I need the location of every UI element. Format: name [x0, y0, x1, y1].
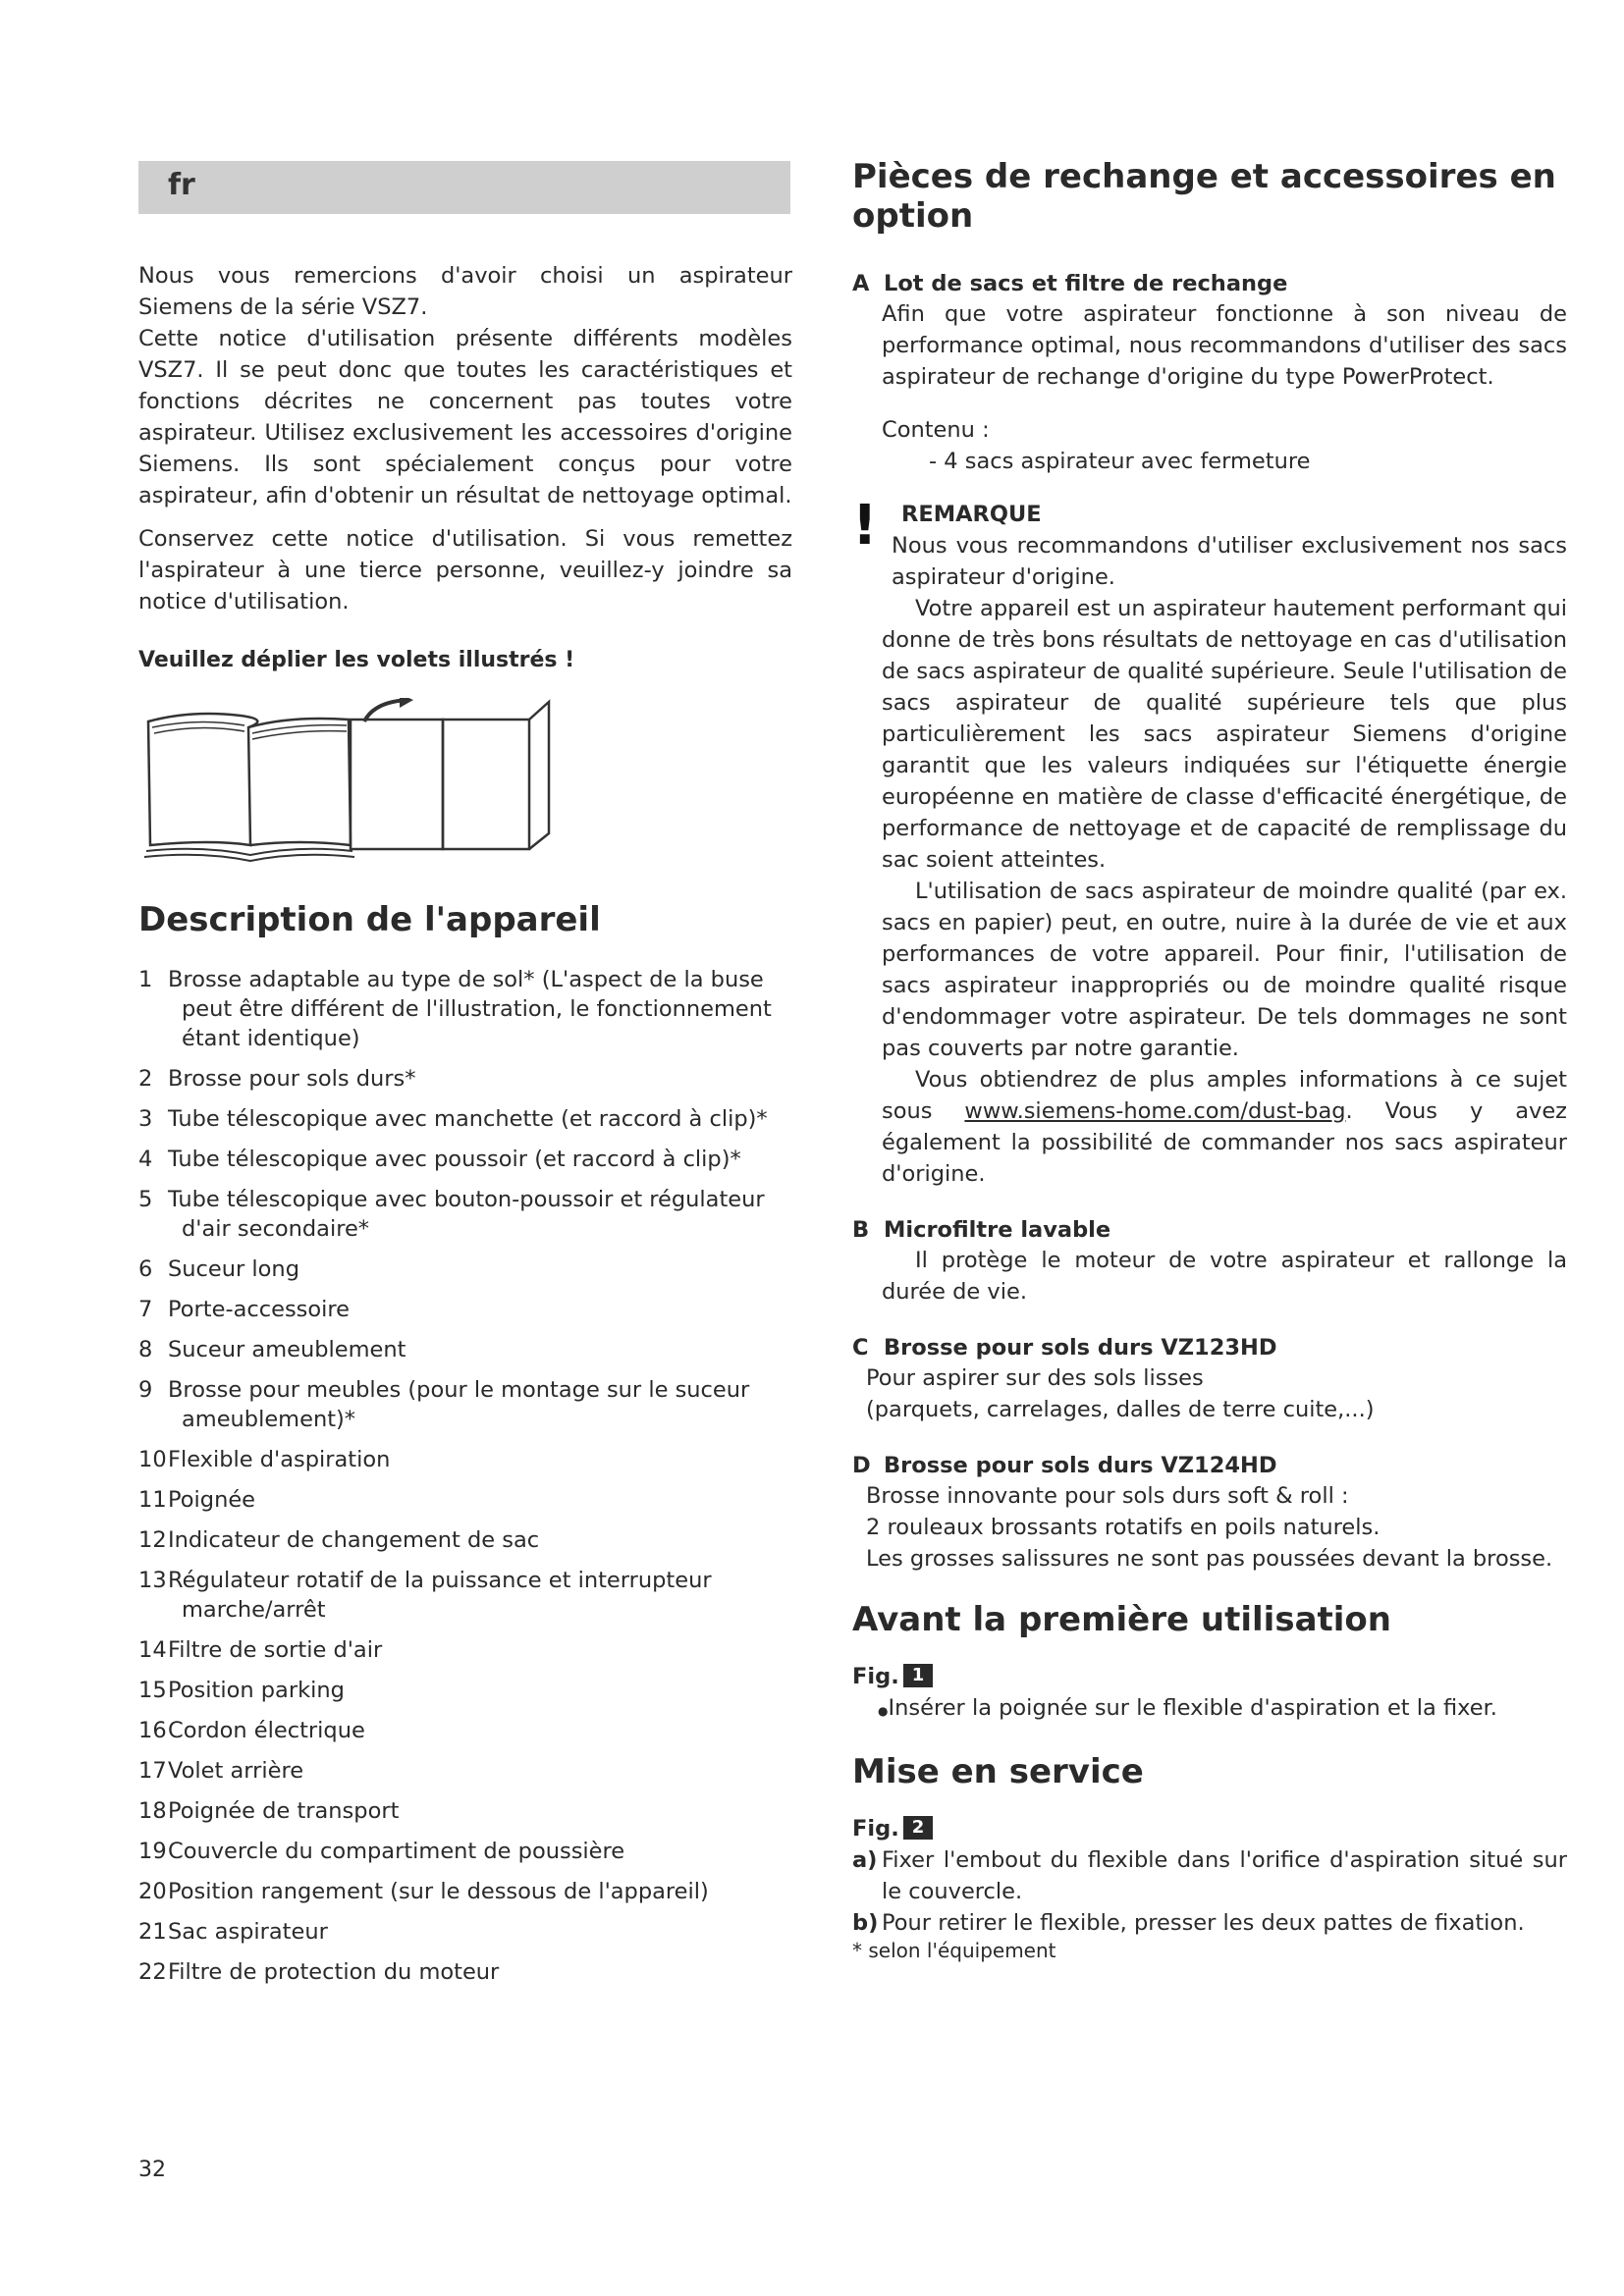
- list-item: 13Régulateur rotatif de la puissance et interrupteur marche/arrêt: [138, 1568, 712, 1623]
- figure-number: 2: [903, 1816, 934, 1840]
- bullet-icon: ●: [878, 1704, 889, 1718]
- service-step-b: b) Pour retirer le flexible, presser les deux pattes de fixation.: [852, 1910, 1525, 1936]
- intro-paragraph-1: Nous vous remercions d'avoir choisi un aspirateur Siemens de la série VSZ7.: [138, 263, 792, 320]
- section-c-line-2: (parquets, carrelages, dalles de terre cuite,...): [866, 1397, 1375, 1422]
- section-c: [852, 1333, 1567, 1425]
- contents-item: - 4 sacs aspirateur avec fermeture: [929, 449, 1311, 474]
- figure-number: 1: [903, 1664, 934, 1687]
- remark-paragraph-3: L'utilisation de sacs aspirateur de moindre qualité (par ex. sacs en papier) peut, en outre, nuire à la durée de vie et aux performances de votre appareil. Pour finir, l'utilisation de sacs aspirateur inappropriés ou de moindre qualité risque d'endommager votre aspirateur. De tels dommages ne sont pas couverts par notre garantie.: [882, 879, 1567, 1061]
- remark-paragraph-1: Nous vous recommandons d'utiliser exclusivement nos sacs aspirateur d'origine.: [892, 533, 1567, 590]
- language-tab: [138, 161, 790, 214]
- remark-box: [852, 494, 1567, 1190]
- section-d-title: Brosse pour sols durs VZ124HD: [884, 1453, 1277, 1478]
- list-item: 19Couvercle du compartiment de poussière: [138, 1839, 625, 1864]
- section-d-line-1: Brosse innovante pour sols durs soft & roll :: [866, 1483, 1349, 1509]
- section-d-line-2: 2 rouleaux brossants rotatifs en poils naturels.: [866, 1515, 1380, 1540]
- list-item: 1 Brosse adaptable au type de sol* (L'aspect de la buse peut être différent de l'illustration, le fonctionnement étant identique): [138, 967, 772, 1051]
- remark-title: REMARQUE: [901, 502, 1042, 527]
- section-b: [852, 1215, 1567, 1308]
- warning-icon: !: [852, 494, 878, 558]
- parts-list: [138, 965, 792, 1987]
- remark-paragraph-2: Votre appareil est un aspirateur hautement performant qui donne de très bons résultats de nettoyage en cas d'utilisation de sacs aspirateur de qualité supérieure. Seule l'utilisation de sacs aspirateur de qualité supérieure tels que plus particulièrement les sacs aspirateur Siemens d'origine garantit que les valeurs indiquées sur l'étiquette énergie européenne en matière de classe d'efficacité énergétique, de performance de nettoyage et de capacité de remplissage du sac soient atteintes.: [882, 596, 1567, 873]
- right-column: [852, 157, 1567, 1962]
- section-d: [852, 1451, 1567, 1575]
- figure-reference: Fig. 2: [852, 1813, 1567, 1844]
- section-letter: A: [852, 271, 870, 296]
- dust-bag-link[interactable]: www.siemens-home.com/dust-bag: [964, 1098, 1346, 1124]
- first-use-title: Avant la première utilisation: [852, 1600, 1391, 1639]
- list-item: 7 Porte-accessoire: [138, 1297, 350, 1322]
- contents-label: Contenu :: [882, 417, 990, 443]
- section-letter: D: [852, 1453, 871, 1478]
- section-letter: B: [852, 1217, 870, 1243]
- left-column: [138, 260, 792, 1998]
- list-item: 17Volet arrière: [138, 1758, 304, 1784]
- section-a-body: Afin que votre aspirateur fonctionne à son niveau de performance optimal, nous recommandons d'utiliser des sacs aspirateur de rechange d'origine du type PowerProtect.: [882, 301, 1567, 390]
- service-step-a: a) Fixer l'embout du flexible dans l'orifice d'aspiration situé sur le couvercle.: [852, 1847, 1567, 1904]
- page-number: 32: [138, 2158, 166, 2182]
- list-item: 12Indicateur de changement de sac: [138, 1527, 540, 1553]
- language-code: fr: [168, 168, 195, 202]
- contents-block: [852, 414, 1567, 477]
- remark-paragraph-4: Vous obtiendrez de plus amples informations à ce sujet sous www.siemens-home.com/dust-bag. Vous y avez également la possibilité de commander nos sacs aspirateur d'origine.: [882, 1067, 1567, 1187]
- list-item: 11Poignée: [138, 1487, 256, 1513]
- intro-paragraph-2: Cette notice d'utilisation présente différents modèles VSZ7. Il se peut donc que toutes les caractéristiques et fonctions décrites ne concernent pas toutes votre aspirateur. Utilisez exclusivement les accessoires d'origine Siemens. Ils sont spécialement conçus pour votre aspirateur, afin d'obtenir un résultat de nettoyage optimal.: [138, 326, 792, 508]
- section-c-title: Brosse pour sols durs VZ123HD: [884, 1335, 1277, 1361]
- list-item: 15Position parking: [138, 1678, 345, 1703]
- spare-parts-title: Pièces de rechange et accessoires en option: [852, 157, 1556, 236]
- list-item: 10Flexible d'aspiration: [138, 1447, 391, 1472]
- section-c-line-1: Pour aspirer sur des sols lisses: [866, 1365, 1204, 1391]
- intro-section: [138, 260, 792, 676]
- list-item: 22Filtre de protection du moteur: [138, 1959, 500, 1985]
- section-b-body: Il protège le moteur de votre aspirateur et rallonge la durée de vie.: [882, 1248, 1567, 1305]
- section-b-title: Microfiltre lavable: [884, 1217, 1111, 1243]
- section-a-title: Lot de sacs et filtre de rechange: [884, 271, 1288, 296]
- list-item: 5 Tube télescopique avec bouton-poussoir et régulateur d'air secondaire*: [138, 1187, 765, 1242]
- fold-out-illustration: [142, 698, 792, 871]
- list-item: 20Position rangement (sur le dessous de l'appareil): [138, 1879, 709, 1904]
- list-item: 14Filtre de sortie d'air: [138, 1637, 383, 1663]
- section-letter: C: [852, 1335, 869, 1361]
- unfold-pages-icon: [142, 698, 555, 867]
- unfold-instruction: Veuillez déplier les volets illustrés !: [138, 648, 575, 672]
- list-item: 16Cordon électrique: [138, 1718, 365, 1743]
- list-item: 4 Tube télescopique avec poussoir (et raccord à clip)*: [138, 1147, 741, 1172]
- list-item: 21Sac aspirateur: [138, 1919, 328, 1945]
- description-title: Description de l'appareil: [138, 900, 601, 939]
- section-d-line-3: Les grosses salissures ne sont pas poussées devant la brosse.: [866, 1546, 1553, 1572]
- footnote: * selon l'équipement: [852, 1939, 1056, 1962]
- list-item: 2 Brosse pour sols durs*: [138, 1066, 416, 1092]
- list-item: 9 Brosse pour meubles (pour le montage sur le suceur ameublement)*: [138, 1377, 750, 1432]
- list-item: 6 Suceur long: [138, 1256, 299, 1282]
- service-title: Mise en service: [852, 1752, 1144, 1791]
- list-item: 8 Suceur ameublement: [138, 1337, 406, 1362]
- figure-reference: Fig. 1: [852, 1661, 1567, 1692]
- intro-paragraph-3: Conservez cette notice d'utilisation. Si vous remettez l'aspirateur à une tierce personne, veuillez-y joindre sa notice d'utilisation.: [138, 526, 792, 614]
- section-a: [852, 269, 1567, 477]
- first-use-step: ●Insérer la poignée sur le flexible d'aspiration et la fixer.: [878, 1695, 1497, 1721]
- list-item: 18Poignée de transport: [138, 1798, 400, 1824]
- list-item: 3 Tube télescopique avec manchette (et raccord à clip)*: [138, 1106, 768, 1132]
